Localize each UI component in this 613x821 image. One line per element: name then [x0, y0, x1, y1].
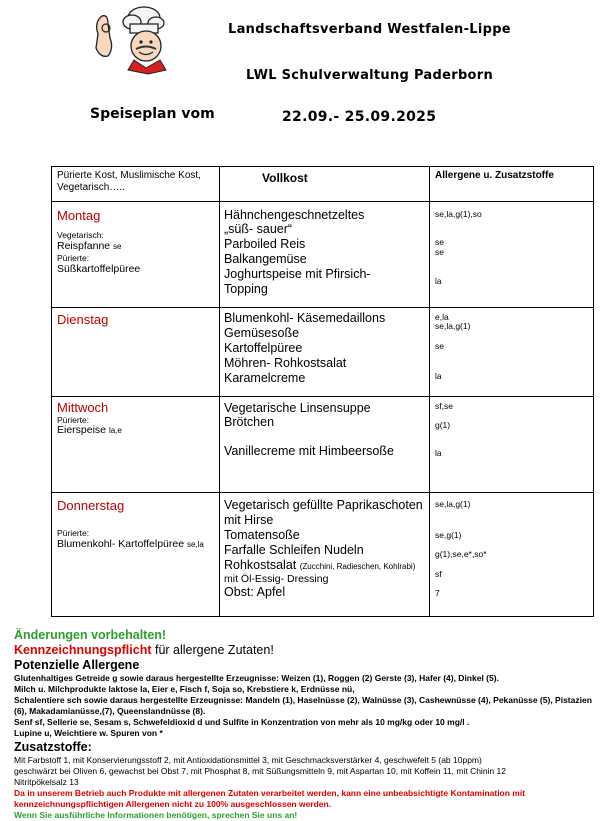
allergen-code: se,la,g(1),so [435, 209, 482, 219]
allergen-code: sf [435, 569, 442, 579]
dish: Karamelcreme [224, 371, 306, 385]
dish: Parboiled Reis [224, 237, 306, 251]
dish: Joghurtspeise mit Pfirsich- [224, 267, 371, 281]
alt-label: Vegetarisch: [57, 230, 104, 240]
dish: „süß- sauer“ [224, 222, 293, 236]
dish: Hähnchengeschnetzeltes [224, 208, 365, 222]
allergen-code: la [435, 371, 442, 381]
menu-table [51, 166, 594, 617]
dish: Vegetarisch gefüllte Paprikaschoten [224, 498, 423, 512]
day-wednesday: Mittwoch [57, 400, 109, 415]
day-monday: Montag [57, 208, 101, 223]
contact-notice: Wenn Sie ausführliche Informationen benötigen, sprechen Sie uns an! [14, 810, 298, 820]
chef-logo-icon [84, 4, 176, 76]
allergen-code: se,g(1) [435, 530, 462, 540]
additive-line: Mit Farbstoff 1, mit Konservierungsstoff 2, mit Antioxidationsmittel 3, mit Geschmacksverstärker 4, geschwefelt 5 (ab 10ppm) [14, 755, 482, 765]
day-thursday: Donnerstag [57, 498, 125, 513]
footer-notes [14, 628, 604, 821]
allergen-code: sf,se [435, 401, 453, 411]
dish: Obst: Apfel [224, 585, 286, 599]
allergen-code: 7 [435, 588, 440, 598]
organization-name: Landschaftsverband Westfalen-Lippe [228, 22, 511, 37]
allergens-title: Potenzielle Allergene [14, 658, 140, 672]
labeling-duty-notice: Kennzeichnungspflicht für allergene Zutaten! [14, 643, 274, 657]
changes-notice: Änderungen vorbehalten! [14, 628, 167, 642]
allergen-line: Lupine u, Weichtiere w. Spuren von * [14, 728, 163, 738]
dish: mit Öl-Essig- Dressing [224, 573, 329, 585]
dish: Tomatensoße [224, 528, 300, 542]
dish: Kartoffelpüree [224, 341, 303, 355]
dish: Möhren- Rohkostsalat [224, 356, 347, 370]
dish: mit Hirse [224, 513, 274, 527]
alt-diet-column-header: Pürierte Kost, Muslimische Kost, Vegetarisch….. [57, 170, 201, 193]
day-tuesday: Dienstag [57, 312, 109, 327]
additive-line: geschwärzt bei Oliven 6, gewachst bei Obst 7, mit Phosphat 8, mit Süßungsmitteln 9, mit Aspartan 10, mit Koffein 11, mit Chinin 12 [14, 766, 506, 776]
dish: Vanillecreme mit Himbeersoße [224, 444, 394, 458]
alt-label: Püriertе: [57, 253, 90, 263]
allergens-column-header: Allergene u. Zusatzstoffe [435, 170, 554, 181]
allergen-line: Senf sf, Sellerie se, Sesam s, Schwefeldioxid d und Sulfite in Konzentration von mehr als 10 mg/kg oder 10 mg/l . [14, 717, 470, 727]
plan-label: Speiseplan vom [90, 106, 215, 122]
allergen-code: se,la,g(1) [435, 499, 471, 509]
allergen-code: se [435, 237, 444, 247]
dish: Topping [224, 282, 268, 296]
alt-dish: Eierspeise la,e [57, 424, 122, 436]
alt-label: Pürierte: [57, 528, 90, 538]
dish: Balkangemüse [224, 252, 307, 266]
allergen-line: Glutenhaltiges Getreide g sowie daraus hergestellte Erzeugnisse: Weizen (1), Roggen (2) Gerste (3), Hafer (4), Dinkel (5). [14, 673, 499, 683]
additive-line: Nitritpökelsalz 13 [14, 777, 79, 787]
alt-dish: Blumenkohl- Kartoffelpüree se,la [57, 538, 204, 550]
allergen-code: se,la,g(1) [435, 321, 471, 331]
allergen-line: Schalentiere sch sowie daraus hergestellte Erzeugnisse: Mandeln (1), Haselnüsse (2), Walnüsse (3), Cashewnüsse (4), Pekanüsse (5), Pistazien (6), Makadamianüsse,(7), Queenslandnüsse (8). [14, 695, 592, 716]
additives-title: Zusatzstoffe: [14, 740, 92, 754]
allergen-code: e,la [435, 312, 449, 322]
allergen-code: g(1) [435, 420, 451, 430]
allergen-code: se [435, 341, 444, 351]
organization-department: LWL Schulverwaltung Paderborn [246, 68, 494, 83]
warning-line: Da in unserem Betrieb auch Produkte mit allergenen Zutaten verarbeitet werden, kann eine unbeabsichtigte Kontamination mit [14, 788, 526, 798]
allergen-code: la [435, 448, 442, 458]
dish: Gemüsesoße [224, 326, 300, 340]
full-diet-column-header: Vollkost [262, 171, 308, 185]
dish: Farfalle Schleifen Nudeln [224, 543, 364, 557]
warning-line: kennzeichnungspflichtigen Allergenen nicht zu 100% ausgeschlossen werden. [14, 799, 332, 809]
dish: Brötchen [224, 415, 275, 429]
allergen-code: g(1),se,e*,so* [435, 549, 487, 559]
alt-dish: Süßkartoffelpüree [57, 263, 141, 275]
alt-label: Pürierte: [57, 415, 90, 425]
allergen-line: Milch u. Milchprodukte laktose la, Eier e, Fisch f, Soja so, Krebstiere k, Erdnüsse nü, [14, 684, 355, 694]
allergen-code: la [435, 276, 442, 286]
dish: Blumenkohl- Käsemedaillons [224, 311, 386, 325]
dish: Vegetarische Linsensuppe [224, 401, 371, 415]
allergen-code: se [435, 247, 444, 257]
dish: Rohkostsalat (Zucchini, Radieschen, Kohlrabi) [224, 558, 416, 572]
alt-dish: Reispfanne se [57, 240, 122, 252]
plan-dates: 22.09.- 25.09.2025 [282, 109, 437, 125]
